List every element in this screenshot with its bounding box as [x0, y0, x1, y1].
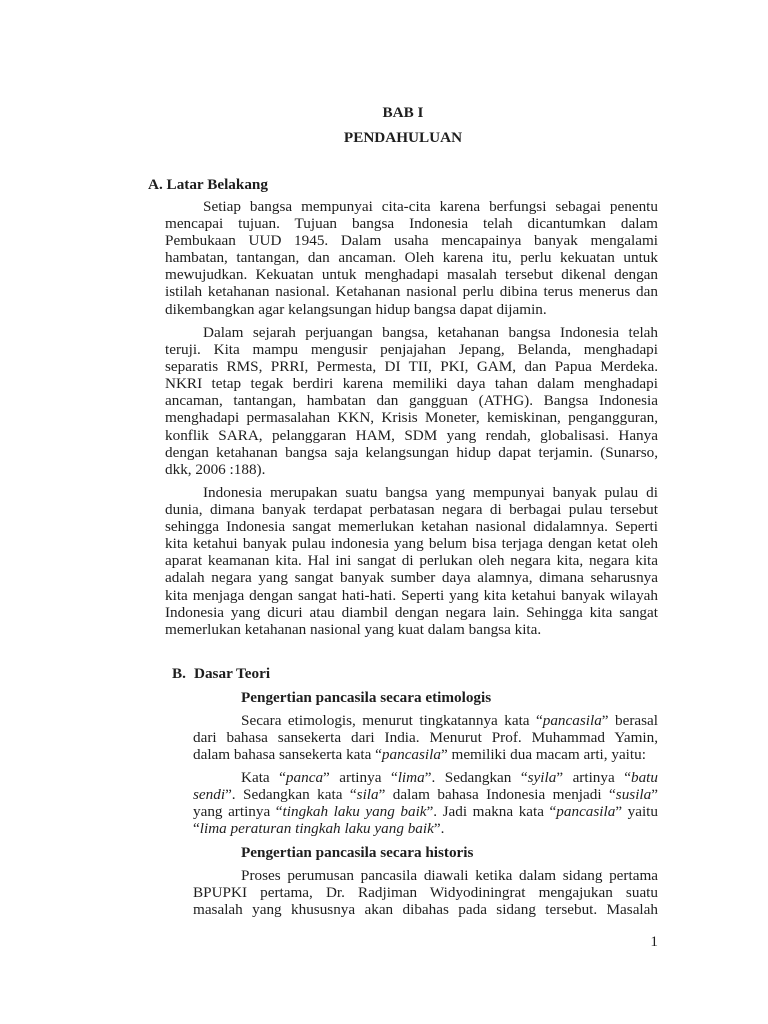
paragraph-line: aparat keamanan kita. Hal ini sangat di perlukan oleh negara kita, negara kita	[165, 552, 658, 570]
text-segment: ”. Sedangkan kata “	[225, 786, 357, 804]
paragraph	[193, 769, 658, 837]
paragraph-line: Indonesia yang dicuri atau diambil dengan negara lain. Sehingga kita sangat	[165, 603, 658, 621]
paragraph-line: kita menjaga dengan sangat hati-hati. Seperti yang kita ketahui banyak wilayah	[165, 586, 658, 604]
text-segment: “	[193, 820, 200, 838]
text-segment: dari bahasa sansekerta dari India. Menurut Prof. Muhammad Yamin,	[193, 729, 658, 747]
paragraph-line: konflik SARA, pelanggaran HAM, SDM yang rendah, globalisasi. Hanya	[165, 426, 658, 444]
italic-term: lima	[397, 769, 425, 786]
paragraph-line	[193, 746, 658, 763]
paragraph-line	[193, 820, 658, 837]
text-segment: ” dalam bahasa Indonesia menjadi “	[378, 786, 616, 804]
paragraph-line: ancaman, tantangan, hambatan dan gangguan (ATHG). Bangsa Indonesia	[165, 392, 658, 410]
section-title: Dasar Teori	[194, 665, 271, 682]
text-segment: dalam bahasa sansekerta kata “	[193, 746, 382, 764]
text-segment: ”. Sedangkan “	[424, 769, 528, 786]
paragraph-line: NKRI tetap tegak berdiri karena memiliki daya tahan dalam menghadapi	[165, 375, 658, 393]
text-segment: Kata “	[241, 769, 286, 786]
italic-term: susila	[615, 786, 652, 804]
paragraph	[165, 198, 658, 318]
chapter-title: PENDAHULUAN	[343, 129, 463, 146]
paragraph-line: dkk, 2006 :188).	[165, 460, 266, 478]
text-segment: BPUPKI pertama, Dr. Radjiman Widyodiningrat mengajukan suatu	[193, 884, 658, 902]
paragraph-line: mewujudkan. Kekuatan untuk menghadapi masalah tersebut dikenal dengan	[165, 266, 658, 284]
paragraph-line: dikembangkan agar kelangsungan hidup bangsa dapat dijamin.	[165, 300, 547, 318]
paragraph-line: adalah negara yang sangat banyak sumber daya alamnya, dimana seharusnya	[165, 569, 658, 587]
paragraph-line: Dalam sejarah perjuangan bangsa, ketahanan bangsa Indonesia telah	[203, 324, 658, 341]
italic-term: sila	[356, 786, 379, 804]
text-segment: Secara etimologis, menurut tingkatannya kata “	[241, 712, 543, 729]
italic-term: sendi	[193, 786, 226, 804]
italic-term: tingkah laku yang baik	[282, 803, 427, 821]
page-number: 1	[650, 933, 658, 950]
paragraph-line	[193, 803, 658, 820]
paragraph-line	[193, 901, 658, 918]
italic-term: syila	[527, 769, 557, 786]
paragraph-line	[193, 884, 658, 901]
italic-term: pancasila	[381, 746, 441, 764]
text-segment: ”	[651, 786, 658, 804]
italic-term: lima peraturan tingkah laku yang baik	[199, 820, 434, 838]
paragraph-line: istilah ketahanan nasional. Ketahanan nasional perlu dibina terus menerus dan	[165, 283, 658, 301]
text-segment: ”. Jadi makna kata “	[426, 803, 557, 821]
text-segment: yang artinya “	[193, 803, 283, 821]
paragraph	[165, 324, 658, 478]
italic-term: panca	[285, 769, 324, 786]
paragraph-line	[193, 867, 658, 884]
paragraph-line	[193, 712, 658, 729]
paragraph	[193, 712, 658, 763]
text-segment: masalah yang khususnya akan dibahas pada sidang tersebut. Masalah	[193, 901, 658, 919]
section-heading-latar-belakang: A. Latar Belakang	[148, 176, 268, 193]
paragraph-line: menghadapi permasalahan KKN, Krisis Moneter, kemiskinan, pengangguran,	[165, 409, 658, 427]
text-segment: ” berasal	[601, 712, 658, 729]
paragraph-line: dengan ketahanan bangsa saja kelangsungan hidup dapat terjamin. (Sunarso,	[165, 443, 658, 461]
paragraph-line: mencapai tujuan. Tujuan bangsa Indonesia telah dicantumkan dalam	[165, 215, 658, 233]
subsection-heading-etimologis: Pengertian pancasila secara etimologis	[241, 689, 492, 706]
paragraph-line: separatis RMS, PRRI, Permesta, DI TII, PKI, GAM, dan Papua Merdeka.	[165, 358, 658, 376]
section-marker: B.	[172, 665, 186, 682]
paragraph	[165, 484, 658, 638]
text-segment: ” yaitu	[615, 803, 659, 821]
paragraph-line: hambatan, tantangan, dan ancaman. Oleh karena itu, perlu kekuatan untuk	[165, 249, 658, 267]
paragraph-line: dunia, dimana banyak terdapat perbatasan negara di berbagai pulau tersebut	[165, 501, 658, 519]
text-segment: ”.	[433, 820, 445, 838]
paragraph-line: Pembukaan UUD 1945. Dalam usaha mencapainya banyak mengalami	[165, 232, 658, 250]
paragraph-line: sehingga Indonesia sangat memerlukan ketahan nasional didalamnya. Seperti	[165, 518, 658, 536]
paragraph-line: Setiap bangsa mempunyai cita-cita karena berfungsi sebagai penentu	[203, 198, 658, 215]
paragraph-line: memerlukan ketahanan nasional yang kuat dalam bangsa kita.	[165, 620, 542, 638]
italic-term: pancasila	[556, 803, 616, 821]
paragraph-line: teruji. Kita mampu mengusir penjajahan Jepang, Belanda, menghadapi	[165, 341, 658, 359]
paragraph-line	[193, 729, 658, 746]
text-segment: ” artinya “	[556, 769, 631, 786]
text-segment: ” artinya “	[323, 769, 398, 786]
section-heading-dasar-teori	[172, 665, 270, 682]
paragraph-line: kita ketahui banyak pulau indonesia yang belum bisa terjaga dengan ketat oleh	[165, 535, 658, 553]
chapter-label: BAB I	[382, 104, 424, 121]
paragraph-line	[193, 769, 658, 786]
italic-term: pancasila	[542, 712, 602, 729]
paragraph-line: Indonesia merupakan suatu bangsa yang mempunyai banyak pulau di	[203, 484, 658, 501]
paragraph-line	[193, 786, 658, 803]
paragraph	[193, 867, 658, 918]
text-segment: Proses perumusan pancasila diawali ketika dalam sidang pertama	[241, 867, 658, 884]
italic-term: batu	[630, 769, 658, 786]
subsection-heading-historis: Pengertian pancasila secara historis	[241, 844, 474, 861]
text-segment: ” memiliki dua macam arti, yaitu:	[440, 746, 646, 764]
